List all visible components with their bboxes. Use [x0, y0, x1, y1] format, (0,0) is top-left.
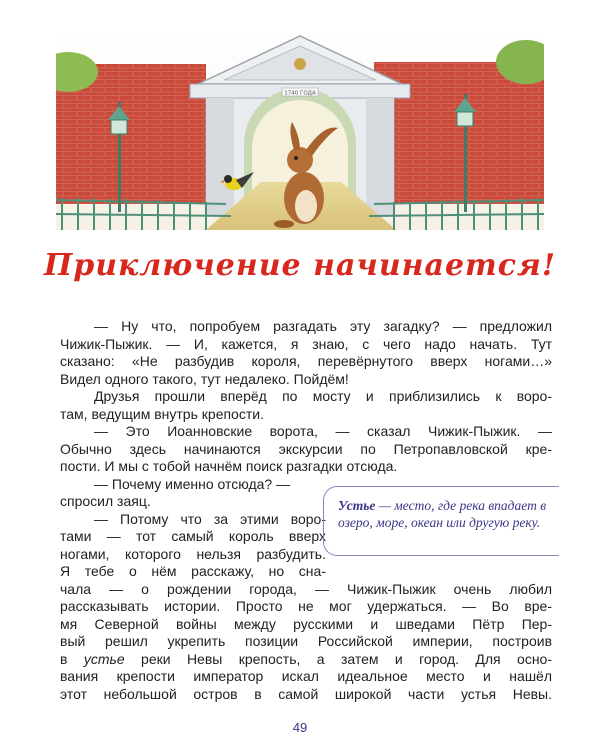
text-line: ногами, которого нельзя разбудить.	[60, 545, 326, 562]
note-term: Устье	[338, 498, 376, 513]
page-number: 49	[292, 720, 308, 735]
note-definition: — место, где река впадает в озеро, море, океан или другую реку.	[338, 498, 547, 530]
text-line: — Потому что за этими воро-	[94, 510, 326, 527]
text-line: этот небольшой остров в самой широкой части устья Невы.	[60, 685, 552, 702]
gate-inscription: 1740 ГОДА	[284, 90, 316, 97]
text-line: — Ну что, попробуем разгадать эту загадку? — предложил	[94, 318, 552, 334]
text-line: спросил заяц.	[60, 493, 151, 509]
text-line: Чижик-Пыжик. — И, кажется, я знаю, с чего надо начать. Тут	[60, 335, 552, 352]
term-ustye: устье	[83, 650, 125, 667]
text-line: вый решил укрепить позиции Российской империи, построив	[60, 633, 552, 649]
text-line: Обычно здесь начинаются экскурсии по Петропавловской кре-	[60, 440, 552, 457]
text-line: Видел одного такого, тут недалеко. Пойдём!	[60, 370, 349, 387]
text-line: там, ведущим внутрь крепости.	[60, 405, 264, 422]
text-fragment: реки Невы крепость, а затем и город. Для осно-	[124, 650, 552, 667]
text-line: вания крепости император искал идеальное место и нашёл	[60, 668, 552, 684]
text-line-ustye	[60, 651, 552, 669]
paragraph-1	[60, 318, 552, 388]
gate-illustration	[56, 32, 544, 230]
text-fragment: в	[60, 650, 84, 667]
glossary-note	[323, 486, 559, 556]
text-line: чала — о рождении города, — Чижик-Пыжик очень любил	[60, 580, 552, 597]
text-line: — Это Иоанновские ворота, — сказал Чижик-Пыжик. —	[94, 423, 552, 439]
text-line: рассказывать истории. Просто не мог удержаться. — Во вре-	[60, 598, 552, 614]
text-line: — Почему именно отсюда? —	[94, 475, 291, 492]
text-line: мя Северной войны между русскими и шведами Пётр Пер-	[60, 615, 552, 632]
text-line: сказано: «Не разбудив короля, перевёрнутого вверх ногами…»	[60, 353, 552, 369]
text-line: тами — тот самый король вверх	[60, 528, 326, 544]
text-line: Друзья прошли вперёд по мосту и приблизились к воро-	[94, 388, 552, 404]
text-line: Я тебе о нём расскажу, но сна-	[60, 563, 326, 579]
paragraph-2	[60, 388, 552, 423]
paragraph-3	[60, 423, 552, 476]
text-line: пости. И мы с тобой начнём поиск разгадки отсюда.	[60, 458, 398, 474]
chapter-title: Приключение начинается!	[43, 248, 557, 283]
